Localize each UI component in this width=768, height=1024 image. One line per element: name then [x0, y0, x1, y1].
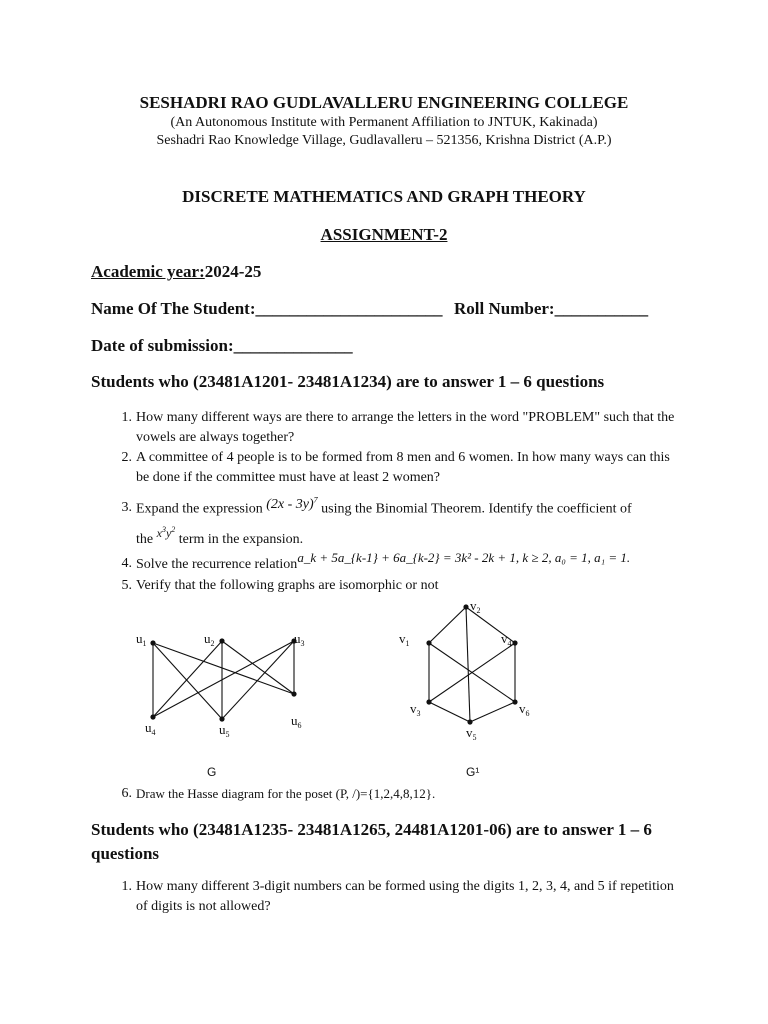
edge-u1-u6: [153, 643, 294, 694]
q3-expression: (2x - 3y)$^7$: [266, 495, 318, 512]
vertex-v6: [512, 699, 517, 704]
q3-text-d: term in the expansion.: [178, 531, 304, 547]
q4-text-a: Solve the recurrence relation: [136, 557, 298, 572]
vertex-u6: [291, 691, 296, 696]
edge-u2-u6: [222, 641, 294, 694]
question-text: How many different 3-digit numbers can be formed using the digits 1, 2, 3, 4, and 5 if repetition of digits is not allowed?: [136, 879, 674, 914]
question-number: 1.: [121, 879, 132, 894]
roll-number-field: Roll Number:___________: [454, 299, 649, 318]
academic-year-value: 2024-25: [204, 262, 262, 281]
question-text: A committee of 4 people is to be formed from 8 men and 6 women. In how many ways can this be done if the committee must have at least 2 women?: [136, 450, 670, 485]
section2-question-1: [112, 877, 682, 917]
graph-G-edges: [153, 641, 294, 719]
vertex-u2: [219, 638, 224, 643]
question-text: Draw the Hasse diagram for the poset (P, /)={1,2,4,8,12}.: [136, 786, 436, 801]
section2-heading-line1: Students who (23481A1235- 23481A1265, 24481A1201-06) are to answer 1 – 6: [91, 820, 652, 839]
label-u4: $u_4$: [145, 720, 156, 737]
question-number: 4.: [121, 556, 132, 571]
vertex-v2: [463, 604, 468, 609]
section2-heading: [91, 818, 652, 866]
question-number: 2.: [121, 450, 132, 465]
label-v4: $v_4$: [501, 631, 512, 648]
assignment-title: ASSIGNMENT-2: [320, 225, 448, 244]
question-number: 5.: [121, 578, 132, 593]
graph-G-labels: [136, 631, 305, 739]
edge-u1-u5: [153, 643, 222, 719]
affiliation-line: (An Autonomous Institute with Permanent Affiliation to JNTUK, Kakinada): [170, 115, 598, 130]
label-u5: $u_5$: [219, 722, 230, 739]
label-u6: $u_6$: [291, 713, 302, 730]
graph-G1-caption: G¹: [466, 765, 480, 779]
vertex-u4: [150, 714, 155, 719]
q3-term: $x^3y^2$: [156, 524, 176, 540]
label-u3: $u_3$: [294, 631, 305, 648]
student-name-field: Name Of The Student:______________________: [91, 299, 443, 318]
q3-text-a: Expand the expression: [136, 501, 263, 517]
edge-u2-u4: [153, 641, 222, 717]
graph-G-caption: G: [207, 765, 217, 779]
label-u1: $u_1$: [136, 631, 147, 648]
hexagon-cycle: [429, 607, 515, 722]
vertex-v5: [467, 719, 472, 724]
q4-relation: a_k + 5a_{k-1} + 6a_{k-2} = 3k² - 2k + 1, k ≥ 2, a₀ = 1, a₁ = 1.: [297, 550, 631, 565]
edge-v2-v5: [466, 607, 470, 722]
question-text: Verify that the following graphs are isomorphic or not: [136, 578, 439, 593]
label-v1: $v_1$: [399, 631, 410, 648]
q3-text-c: the: [136, 531, 154, 547]
section2-heading-line2: questions: [91, 844, 160, 863]
question-6: [112, 784, 682, 804]
vertex-u5: [219, 716, 224, 721]
edge-u3-u5: [222, 641, 294, 719]
question-number: 1.: [121, 410, 132, 425]
section1-heading: Students who (23481A1201- 23481A1234) are to answer 1 – 6 questions: [91, 372, 605, 391]
question-number: 3.: [121, 500, 132, 515]
q3-text-b: using the Binomial Theorem. Identify the coefficient of: [321, 501, 632, 517]
vertex-u1: [150, 640, 155, 645]
academic-year-label: Academic year:: [91, 262, 205, 281]
date-of-submission-field: Date of submission:______________: [91, 336, 353, 355]
course-title: DISCRETE MATHEMATICS AND GRAPH THEORY: [182, 187, 586, 206]
vertex-v4: [512, 640, 517, 645]
vertex-v1: [426, 640, 431, 645]
label-u2: $u_2$: [204, 631, 215, 648]
graph-G1-labels: [399, 598, 530, 742]
label-v5: $v_5$: [466, 725, 477, 742]
label-v6: $v_6$: [519, 701, 530, 718]
graph-G1-edges: [429, 607, 515, 722]
vertex-v3: [426, 699, 431, 704]
address-line: Seshadri Rao Knowledge Village, Gudlavalleru – 521356, Krishna District (A.P.): [156, 133, 612, 148]
label-v3: $v_3$: [410, 701, 421, 718]
question-number: 6.: [121, 786, 132, 801]
question-text: How many different ways are there to arrange the letters in the word "PROBLEM" such that the vowels are always together?: [136, 410, 675, 445]
college-name: SESHADRI RAO GUDLAVALLERU ENGINEERING COLLEGE: [139, 93, 629, 112]
label-v2: $v_2$: [470, 598, 481, 615]
